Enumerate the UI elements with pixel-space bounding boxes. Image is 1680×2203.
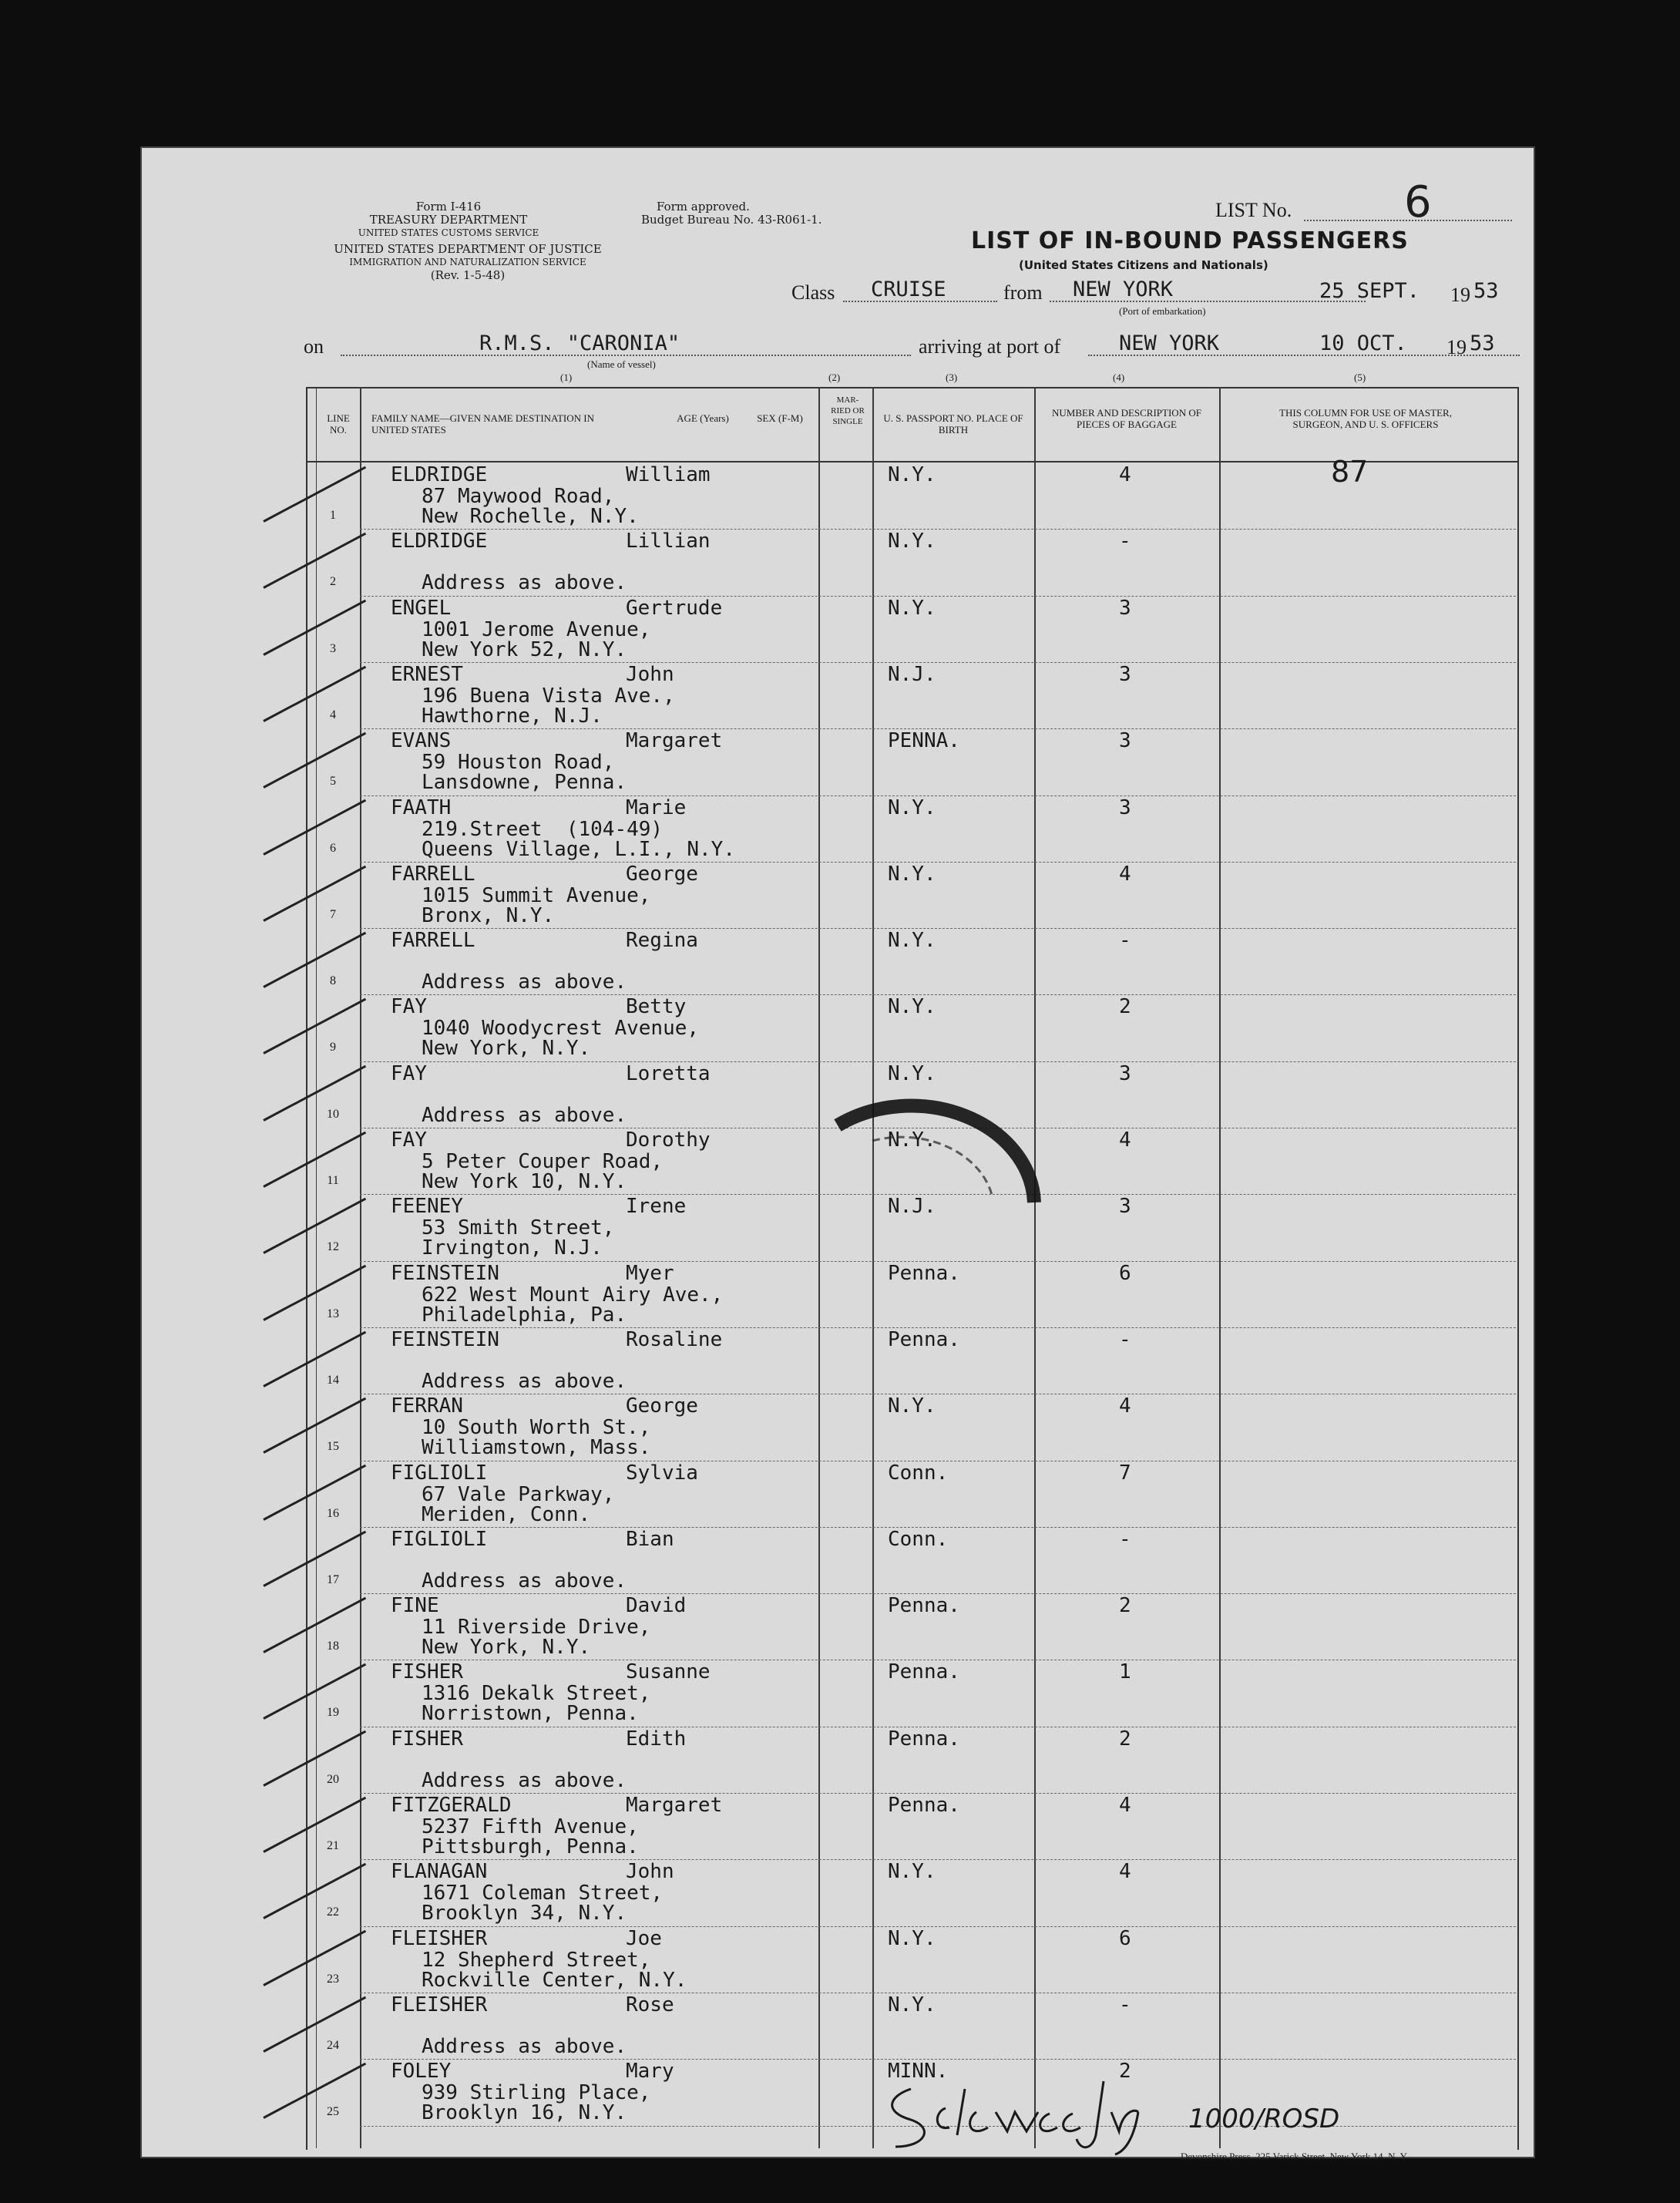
- passenger-address-line2: Address as above.: [422, 1768, 627, 1792]
- line-number: 18: [327, 1640, 339, 1653]
- passenger-address-line1: 5237 Fifth Avenue,: [422, 1815, 639, 1838]
- line-number: 17: [327, 1572, 339, 1586]
- col-divider-baggage: [1219, 387, 1221, 2148]
- passenger-address-line1: 12 Shepherd Street,: [422, 1948, 651, 1972]
- row-divider: [360, 662, 1516, 663]
- officer-note: 87: [1331, 455, 1369, 489]
- line-number: 13: [327, 1307, 339, 1320]
- line-number: 11: [327, 1174, 339, 1187]
- line-number: 8: [330, 974, 336, 988]
- passenger-baggage: -: [1119, 1993, 1131, 2016]
- passenger-given-name: Loretta: [626, 1061, 711, 1085]
- passenger-baggage: 4: [1119, 463, 1131, 486]
- passenger-baggage: 4: [1119, 862, 1131, 886]
- passenger-family-name: FITZGERALD: [391, 1794, 512, 1817]
- passenger-given-name: Dorothy: [626, 1128, 711, 1152]
- passenger-address-line1: 53 Smith Street,: [422, 1216, 615, 1240]
- colhead-baggage: NUMBER AND DESCRIPTION OF PIECES OF BAGGAGE: [1052, 407, 1201, 430]
- colhead-passport: U. S. PASSPORT NO. PLACE OF BIRTH: [883, 412, 1023, 436]
- treasury-dept: TREASURY DEPARTMENT: [369, 213, 528, 227]
- colhead-name: FAMILY NAME—GIVEN NAME DESTINATION IN UNITED STATES: [371, 412, 595, 436]
- passenger-given-name: Rosaline: [626, 1327, 723, 1351]
- passenger-address-line2: Address as above.: [422, 571, 627, 595]
- passenger-baggage: 2: [1119, 1727, 1131, 1751]
- signature: [880, 2066, 1512, 2158]
- line-number: 5: [330, 775, 336, 789]
- passenger-baggage: 4: [1119, 1128, 1131, 1152]
- passenger-address-line1: 622 West Mount Airy Ave.,: [422, 1283, 724, 1307]
- passenger-address-line2: Norristown, Penna.: [422, 1702, 639, 1726]
- col-num-4: (4): [1113, 372, 1125, 383]
- passenger-given-name: Myer: [626, 1261, 674, 1285]
- passenger-given-name: John: [626, 1860, 674, 1884]
- ins-service: IMMIGRATION AND NATURALIZATION SERVICE: [349, 257, 586, 267]
- line-number: 24: [327, 2038, 339, 2052]
- passenger-birthplace: Penna.: [888, 1594, 960, 1618]
- passenger-birthplace: Penna.: [888, 1660, 960, 1684]
- passenger-address-line1: 939 Stirling Place,: [422, 2081, 651, 2105]
- passenger-family-name: ERNEST: [391, 662, 463, 686]
- passenger-birthplace: N.Y.: [888, 862, 936, 886]
- line-number: 7: [330, 907, 336, 921]
- col-num-2: (2): [828, 372, 841, 383]
- passenger-address-line2: Lansdowne, Penna.: [422, 771, 627, 795]
- arrival-port: NEW YORK: [1119, 331, 1220, 355]
- passenger-baggage: 3: [1119, 596, 1131, 620]
- passenger-birthplace: N.Y.: [888, 1128, 936, 1152]
- col-divider-line: [316, 387, 317, 2148]
- passenger-baggage: 4: [1119, 1394, 1131, 1418]
- line-number: 4: [330, 708, 336, 721]
- line-number: 16: [327, 1506, 339, 1520]
- passenger-given-name: Sylvia: [626, 1461, 698, 1485]
- passenger-baggage: -: [1119, 1527, 1131, 1551]
- line-number: 10: [327, 1107, 339, 1121]
- class-value: CRUISE: [871, 277, 946, 301]
- list-no-label: LIST No.: [1215, 199, 1292, 221]
- passenger-address-line2: Brooklyn 16, N.Y.: [422, 2101, 627, 2125]
- passenger-birthplace: N.Y.: [888, 1926, 936, 1950]
- passenger-family-name: FEINSTEIN: [391, 1261, 499, 1285]
- line-number: 14: [327, 1373, 339, 1387]
- passenger-given-name: Lillian: [626, 530, 711, 553]
- passenger-family-name: FARRELL: [391, 862, 475, 886]
- passenger-address-line2: New York 10, N.Y.: [422, 1170, 627, 1193]
- passenger-family-name: FLEISHER: [391, 1926, 488, 1950]
- passenger-given-name: Gertrude: [626, 596, 723, 620]
- row-divider: [360, 1926, 1516, 1927]
- passenger-address-line2: Philadelphia, Pa.: [422, 1303, 627, 1327]
- col-num-1: (1): [560, 372, 573, 383]
- passenger-birthplace: N.Y.: [888, 929, 936, 953]
- colhead-married: MAR- RIED OR SINGLE: [831, 395, 865, 426]
- vessel-caption: (Name of vessel): [587, 358, 656, 370]
- line-number: 9: [330, 1041, 336, 1054]
- passenger-address-line1: 1015 Summit Avenue,: [422, 883, 651, 907]
- passenger-address-line2: Address as above.: [422, 970, 627, 994]
- passenger-baggage: 4: [1119, 1860, 1131, 1884]
- passenger-given-name: Betty: [626, 995, 687, 1019]
- passenger-birthplace: N.Y.: [888, 995, 936, 1019]
- passenger-family-name: FARRELL: [391, 929, 475, 953]
- line-number: 21: [327, 1839, 339, 1852]
- passenger-given-name: Regina: [626, 929, 698, 953]
- passenger-birthplace: MINN.: [888, 2060, 949, 2084]
- passenger-address-line2: New York 52, N.Y.: [422, 637, 627, 661]
- passenger-address-line2: Pittsburgh, Penna.: [422, 1835, 639, 1858]
- passenger-baggage: 7: [1119, 1461, 1131, 1485]
- passenger-family-name: FAY: [391, 1128, 427, 1152]
- passenger-baggage: 3: [1119, 1195, 1131, 1219]
- immigration-stamp: [826, 1071, 1088, 1256]
- passenger-birthplace: Conn.: [888, 1527, 949, 1551]
- page-title: LIST OF IN-BOUND PASSENGERS: [971, 227, 1409, 254]
- passenger-birthplace: Penna.: [888, 1794, 960, 1817]
- approval-info: [641, 200, 872, 227]
- passenger-address-line2: New Rochelle, N.Y.: [422, 505, 639, 528]
- form-approved: Form approved.: [657, 200, 750, 214]
- col-num-5: (5): [1354, 372, 1366, 383]
- passenger-address-line1: 219.Street (104-49): [422, 817, 664, 841]
- passenger-address-line1: 5 Peter Couper Road,: [422, 1150, 664, 1173]
- col-divider-name: [818, 387, 820, 2148]
- printer-credit: Devonshire Press, 225 Varick Street, New York 14, N. Y.: [1181, 2151, 1409, 2162]
- col-divider-married: [872, 387, 874, 2148]
- passenger-address-line1: 59 Houston Road,: [422, 751, 615, 775]
- vessel-name: R.M.S. "CARONIA": [479, 331, 680, 355]
- colhead-line-no: LINE NO.: [327, 412, 350, 436]
- passenger-baggage: -: [1119, 1327, 1131, 1351]
- depart-year: 53: [1473, 279, 1499, 303]
- passenger-birthplace: N.J.: [888, 662, 936, 686]
- passenger-address-line1: 1001 Jerome Avenue,: [422, 617, 651, 641]
- form-info: [348, 200, 549, 240]
- passenger-address-line2: Address as above.: [422, 1569, 627, 1593]
- passenger-address-line2: New York, N.Y.: [422, 1636, 591, 1660]
- line-number: 25: [327, 2105, 339, 2119]
- line-number: 19: [327, 1706, 339, 1720]
- passenger-given-name: George: [626, 862, 698, 886]
- passenger-address-line2: Address as above.: [422, 1369, 627, 1393]
- passenger-given-name: George: [626, 1394, 698, 1418]
- passenger-birthplace: N.Y.: [888, 596, 936, 620]
- passenger-given-name: Irene: [626, 1195, 687, 1219]
- passenger-birthplace: PENNA.: [888, 729, 960, 753]
- passenger-given-name: Margaret: [626, 729, 723, 753]
- passenger-baggage: -: [1119, 929, 1131, 953]
- passenger-family-name: EVANS: [391, 729, 452, 753]
- passenger-family-name: FAY: [391, 995, 427, 1019]
- passenger-address-line2: Brooklyn 34, N.Y.: [422, 1902, 627, 1926]
- passenger-family-name: FISHER: [391, 1660, 463, 1684]
- depart-date: 25 SEPT.: [1319, 279, 1420, 303]
- passenger-family-name: FAY: [391, 1061, 427, 1085]
- passenger-family-name: FEENEY: [391, 1195, 463, 1219]
- passenger-family-name: ELDRIDGE: [391, 530, 488, 553]
- passenger-address-line1: 196 Buena Vista Ave.,: [422, 684, 675, 708]
- passenger-address-line2: Hawthorne, N.J.: [422, 704, 603, 728]
- page-subtitle: (United States Citizens and Nationals): [1019, 258, 1268, 272]
- passenger-birthplace: N.Y.: [888, 463, 936, 486]
- passenger-birthplace: N.Y.: [888, 1394, 936, 1418]
- line-number: 3: [330, 641, 336, 655]
- passenger-address-line2: Address as above.: [422, 2034, 627, 2058]
- passenger-address-line1: 67 Vale Parkway,: [422, 1482, 615, 1506]
- passenger-address-line2: New York, N.Y.: [422, 1037, 591, 1061]
- row-divider: [360, 1061, 1516, 1062]
- passenger-family-name: FERRAN: [391, 1394, 463, 1418]
- line-number: 20: [327, 1772, 339, 1786]
- passenger-baggage: 3: [1119, 662, 1131, 686]
- passenger-family-name: ELDRIDGE: [391, 463, 488, 486]
- passenger-address-line2: Williamstown, Mass.: [422, 1436, 651, 1460]
- passenger-address-line1: 1671 Coleman Street,: [422, 1882, 664, 1905]
- passenger-baggage: 3: [1119, 795, 1131, 819]
- row-divider: [360, 862, 1516, 863]
- passenger-family-name: FISHER: [391, 1727, 463, 1751]
- passenger-birthplace: N.J.: [888, 1195, 936, 1219]
- passenger-birthplace: N.Y.: [888, 530, 936, 553]
- passenger-given-name: William: [626, 463, 711, 486]
- passenger-address-line1: 10 South Worth St.,: [422, 1416, 651, 1440]
- passenger-family-name: ENGEL: [391, 596, 452, 620]
- arrival-date: 10 OCT.: [1319, 331, 1407, 355]
- line-number: 6: [330, 841, 336, 855]
- passenger-baggage: 3: [1119, 1061, 1131, 1085]
- passenger-address-line1: 87 Maywood Road,: [422, 485, 615, 508]
- passenger-given-name: Marie: [626, 795, 687, 819]
- passenger-given-name: Rose: [626, 1993, 674, 2016]
- form-number: Form I-416: [415, 200, 482, 214]
- col-divider-passport: [1034, 387, 1036, 2148]
- passenger-given-name: David: [626, 1594, 687, 1618]
- row-divider: [360, 1859, 1516, 1860]
- depart-year-prefix: 19: [1450, 284, 1470, 306]
- passenger-address-line2: Bronx, N.Y.: [422, 903, 555, 927]
- arrival-year-prefix: 19: [1446, 336, 1467, 358]
- passenger-baggage: 2: [1119, 1594, 1131, 1618]
- passenger-address-line1: 11 Riverside Drive,: [422, 1616, 651, 1640]
- passenger-baggage: -: [1119, 530, 1131, 553]
- passenger-family-name: FIGLIOLI: [391, 1527, 488, 1551]
- arriving-label: arriving at port of: [919, 335, 1061, 358]
- manifest-page: [140, 146, 1535, 2162]
- justice-info: [302, 243, 633, 282]
- passenger-family-name: FOLEY: [391, 2060, 452, 2084]
- passenger-baggage: 6: [1119, 1926, 1131, 1950]
- passenger-address-line2: Address as above.: [422, 1103, 627, 1127]
- row-divider: [360, 928, 1516, 929]
- passenger-birthplace: N.Y.: [888, 795, 936, 819]
- colhead-age: AGE (Years): [677, 412, 729, 424]
- class-label: Class: [791, 281, 835, 304]
- signature-note: 1000/ROSD: [1188, 2104, 1340, 2134]
- passenger-baggage: 1: [1119, 1660, 1131, 1684]
- line-number: 12: [327, 1240, 339, 1254]
- arrival-year: 53: [1470, 331, 1495, 355]
- row-divider: [360, 994, 1516, 995]
- passenger-family-name: FLEISHER: [391, 1993, 488, 2016]
- col-num-3: (3): [946, 372, 958, 383]
- passenger-given-name: Susanne: [626, 1660, 711, 1684]
- port-caption: (Port of embarkation): [1119, 305, 1206, 317]
- passenger-baggage: 3: [1119, 729, 1131, 753]
- budget-bureau: Budget Bureau No. 43-R061-1.: [641, 213, 822, 227]
- passenger-family-name: FIGLIOLI: [391, 1461, 488, 1485]
- passenger-family-name: FLANAGAN: [391, 1860, 488, 1884]
- passenger-given-name: Margaret: [626, 1794, 723, 1817]
- row-divider: [360, 529, 1516, 530]
- passenger-family-name: FINE: [391, 1594, 439, 1618]
- passenger-address-line1: 1316 Dekalk Street,: [422, 1682, 651, 1706]
- line-number: 2: [330, 575, 336, 589]
- justice-dept: UNITED STATES DEPARTMENT OF JUSTICE: [334, 242, 602, 256]
- colhead-sex: SEX (F-M): [757, 412, 803, 424]
- passenger-address-line2: Irvington, N.J.: [422, 1236, 603, 1260]
- passenger-baggage: 2: [1119, 2060, 1131, 2084]
- list-no-value: 6: [1404, 177, 1432, 227]
- passenger-address-line2: Meriden, Conn.: [422, 1502, 591, 1526]
- passenger-given-name: Mary: [626, 2060, 674, 2084]
- line-number: 23: [327, 1972, 339, 1986]
- on-label: on: [304, 335, 324, 358]
- row-divider: [360, 795, 1516, 796]
- passenger-birthplace: Penna.: [888, 1261, 960, 1285]
- passenger-birthplace: N.Y.: [888, 1860, 936, 1884]
- passenger-birthplace: Penna.: [888, 1727, 960, 1751]
- passenger-birthplace: Penna.: [888, 1327, 960, 1351]
- passenger-family-name: FEINSTEIN: [391, 1327, 499, 1351]
- passenger-given-name: Bian: [626, 1527, 674, 1551]
- from-value: NEW YORK: [1073, 277, 1174, 301]
- passenger-given-name: Edith: [626, 1727, 687, 1751]
- passenger-birthplace: N.Y.: [888, 1061, 936, 1085]
- row-divider: [360, 596, 1516, 597]
- colhead-officers: THIS COLUMN FOR USE OF MASTER, SURGEON, AND U. S. OFFICERS: [1279, 407, 1452, 430]
- line-number: 15: [327, 1440, 339, 1454]
- line-number: 22: [327, 1905, 339, 1919]
- passenger-baggage: 4: [1119, 1794, 1131, 1817]
- passenger-address-line2: Queens Village, L.I., N.Y.: [422, 837, 735, 861]
- from-label: from: [1003, 281, 1043, 304]
- passenger-given-name: John: [626, 662, 674, 686]
- passenger-given-name: Joe: [626, 1926, 662, 1950]
- passenger-birthplace: N.Y.: [888, 1993, 936, 2016]
- passenger-address-line2: Rockville Center, N.Y.: [422, 1968, 687, 1992]
- passenger-address-line1: 1040 Woodycrest Avenue,: [422, 1017, 700, 1041]
- line-number: 1: [330, 509, 336, 522]
- revision: (Rev. 1-5-48): [430, 268, 506, 282]
- passenger-birthplace: Conn.: [888, 1461, 949, 1485]
- passenger-baggage: 2: [1119, 995, 1131, 1019]
- customs-service: UNITED STATES CUSTOMS SERVICE: [358, 227, 539, 238]
- passenger-baggage: 6: [1119, 1261, 1131, 1285]
- passenger-family-name: FAATH: [391, 795, 452, 819]
